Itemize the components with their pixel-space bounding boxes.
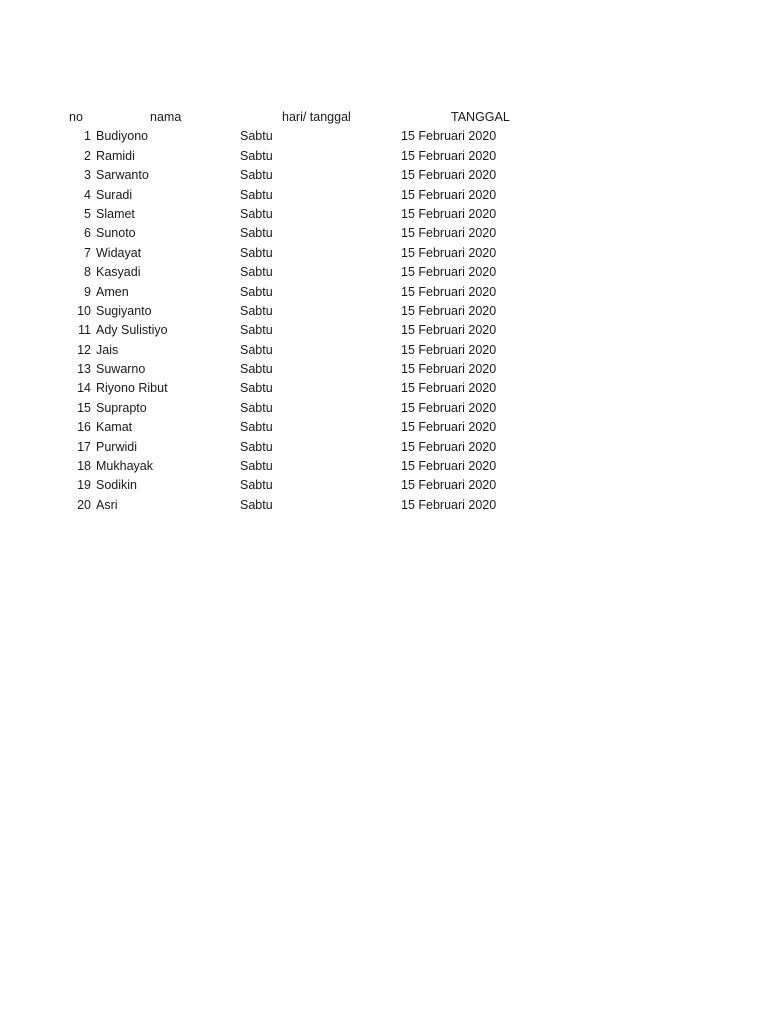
row-no: 13: [77, 362, 91, 377]
row-tanggal: 15 Februari 2020: [401, 323, 497, 338]
header-nama: nama: [150, 110, 182, 124]
table-row: [0, 418, 768, 437]
row-tanggal: 15 Februari 2020: [401, 129, 497, 144]
row-nama: Amen: [96, 284, 129, 299]
table-body: [0, 127, 768, 515]
row-tanggal: 15 Februari 2020: [401, 148, 497, 163]
row-nama: Suprapto: [96, 400, 147, 415]
row-hari: Sabtu: [240, 168, 273, 183]
row-nama: Suradi: [96, 187, 133, 202]
row-tanggal: 15 Februari 2020: [401, 478, 497, 493]
row-hari: Sabtu: [240, 148, 273, 163]
attendance-table: [0, 108, 768, 515]
row-nama: Asri: [96, 497, 118, 512]
row-nama: Sodikin: [96, 478, 137, 493]
row-tanggal: 15 Februari 2020: [401, 303, 497, 318]
row-nama: Sunoto: [96, 226, 136, 241]
table-header-row: [0, 108, 768, 127]
table-row: [0, 399, 768, 418]
row-hari: Sabtu: [240, 206, 273, 221]
row-tanggal: 15 Februari 2020: [401, 187, 497, 202]
row-no: 6: [84, 226, 91, 241]
row-nama: Purwidi: [96, 439, 137, 454]
row-tanggal: 15 Februari 2020: [401, 400, 497, 415]
row-hari: Sabtu: [240, 342, 273, 357]
table-row: [0, 438, 768, 457]
row-hari: Sabtu: [240, 497, 273, 512]
row-hari: Sabtu: [240, 420, 273, 435]
row-no: 2: [84, 148, 91, 163]
row-no: 12: [77, 342, 91, 357]
row-no: 9: [84, 284, 91, 299]
table-row: [0, 379, 768, 398]
table-row: [0, 496, 768, 515]
row-hari: Sabtu: [240, 400, 273, 415]
row-hari: Sabtu: [240, 459, 273, 474]
table-row: [0, 166, 768, 185]
row-no: 16: [77, 420, 91, 435]
row-hari: Sabtu: [240, 265, 273, 280]
row-tanggal: 15 Februari 2020: [401, 342, 497, 357]
row-tanggal: 15 Februari 2020: [401, 284, 497, 299]
row-hari: Sabtu: [240, 439, 273, 454]
row-hari: Sabtu: [240, 284, 273, 299]
row-tanggal: 15 Februari 2020: [401, 362, 497, 377]
table-row: [0, 244, 768, 263]
row-hari: Sabtu: [240, 187, 273, 202]
row-nama: Kamat: [96, 420, 133, 435]
row-no: 5: [84, 206, 91, 221]
table-row: [0, 341, 768, 360]
row-no: 4: [84, 187, 91, 202]
row-tanggal: 15 Februari 2020: [401, 206, 497, 221]
row-no: 19: [77, 478, 91, 493]
row-hari: Sabtu: [240, 478, 273, 493]
row-nama: Sarwanto: [96, 168, 149, 183]
row-tanggal: 15 Februari 2020: [401, 420, 497, 435]
header-no: no: [69, 110, 83, 124]
table-row: [0, 263, 768, 282]
table-row: [0, 321, 768, 340]
row-no: 7: [84, 245, 91, 260]
row-tanggal: 15 Februari 2020: [401, 381, 497, 396]
row-tanggal: 15 Februari 2020: [401, 265, 497, 280]
row-tanggal: 15 Februari 2020: [401, 226, 497, 241]
row-nama: Budiyono: [96, 129, 149, 144]
row-no: 18: [77, 459, 91, 474]
row-no: 1: [84, 129, 91, 144]
header-hari-tanggal: hari/ tanggal: [282, 110, 351, 124]
row-tanggal: 15 Februari 2020: [401, 497, 497, 512]
row-no: 20: [77, 497, 91, 512]
table-row: [0, 224, 768, 243]
row-hari: Sabtu: [240, 362, 273, 377]
row-nama: Slamet: [96, 206, 135, 221]
table-row: [0, 147, 768, 166]
table-row: [0, 476, 768, 495]
row-hari: Sabtu: [240, 245, 273, 260]
row-nama: Kasyadi: [96, 265, 141, 280]
table-row: [0, 302, 768, 321]
row-no: 10: [77, 303, 91, 318]
row-no: 3: [84, 168, 91, 183]
row-nama: Suwarno: [96, 362, 146, 377]
row-nama: Sugiyanto: [96, 303, 152, 318]
row-hari: Sabtu: [240, 303, 273, 318]
table-row: [0, 360, 768, 379]
table-row: [0, 127, 768, 146]
row-tanggal: 15 Februari 2020: [401, 245, 497, 260]
row-nama: Ady Sulistiyo: [96, 323, 168, 338]
row-nama: Jais: [96, 342, 119, 357]
row-hari: Sabtu: [240, 381, 273, 396]
table-row: [0, 457, 768, 476]
row-no: 8: [84, 265, 91, 280]
row-nama: Riyono Ribut: [96, 381, 168, 396]
row-no: 14: [77, 381, 91, 396]
row-hari: Sabtu: [240, 323, 273, 338]
row-nama: Widayat: [96, 245, 142, 260]
row-no: 11: [78, 323, 91, 338]
row-no: 15: [77, 400, 91, 415]
row-tanggal: 15 Februari 2020: [401, 459, 497, 474]
table-row: [0, 205, 768, 224]
row-nama: Mukhayak: [96, 459, 153, 474]
header-tanggal: TANGGAL: [451, 110, 510, 124]
row-hari: Sabtu: [240, 226, 273, 241]
table-row: [0, 186, 768, 205]
row-nama: Ramidi: [96, 148, 135, 163]
table-row: [0, 283, 768, 302]
row-no: 17: [77, 439, 91, 454]
row-tanggal: 15 Februari 2020: [401, 168, 497, 183]
row-tanggal: 15 Februari 2020: [401, 439, 497, 454]
row-hari: Sabtu: [240, 129, 273, 144]
